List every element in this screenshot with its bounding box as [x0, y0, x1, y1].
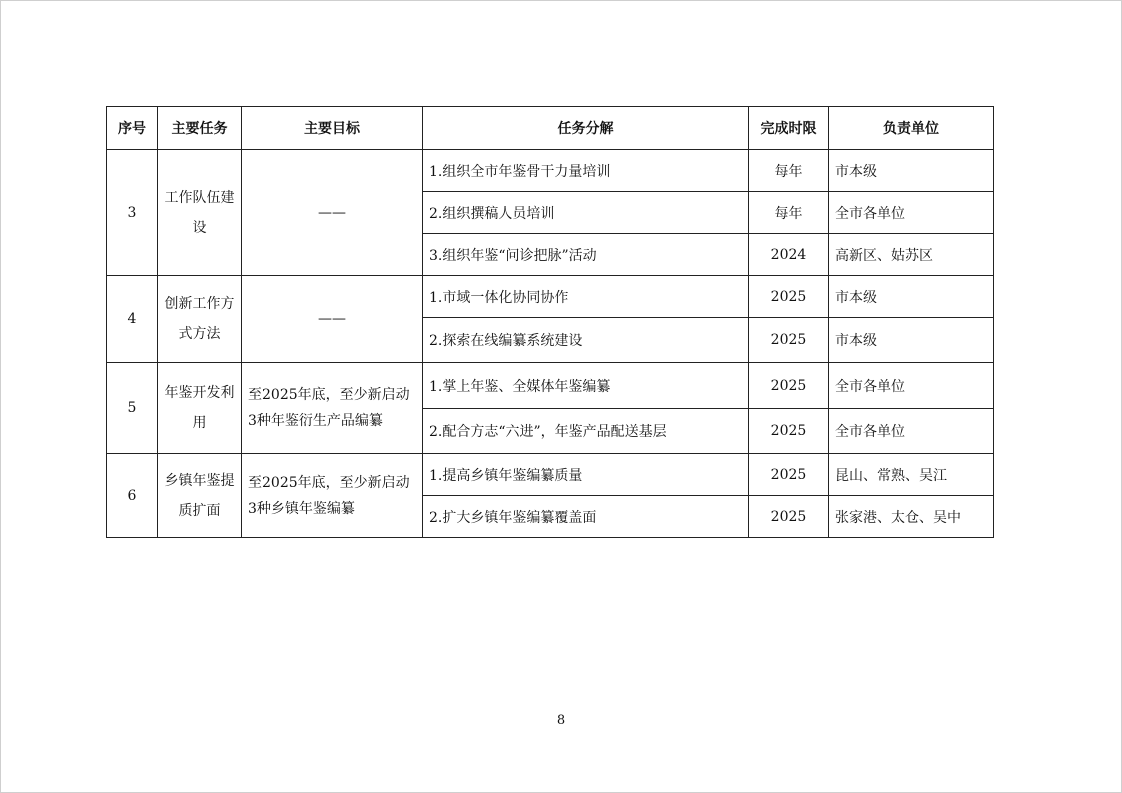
main-task: 乡镇年鉴提质扩面	[158, 454, 242, 538]
responsible-unit: 张家港、太仓、吴中	[829, 496, 994, 538]
deadline: 2025	[749, 496, 829, 538]
task-breakdown: 2.扩大乡镇年鉴编纂覆盖面	[423, 496, 749, 538]
task-table	[106, 106, 994, 538]
header-row	[107, 107, 994, 150]
task-breakdown: 2.探索在线编纂系统建设	[423, 318, 749, 363]
task-breakdown: 2.组织撰稿人员培训	[423, 192, 749, 234]
main-task: 工作队伍建设	[158, 150, 242, 276]
header-deadline: 完成时限	[749, 107, 829, 150]
header-main-goal: 主要目标	[242, 107, 423, 150]
table-row	[107, 454, 994, 496]
deadline: 每年	[749, 192, 829, 234]
page-number: 8	[556, 713, 566, 728]
header-number: 序号	[107, 107, 158, 150]
responsible-unit: 市本级	[829, 276, 994, 318]
responsible-unit: 全市各单位	[829, 409, 994, 454]
row-number: 6	[107, 454, 158, 538]
task-breakdown: 1.市域一体化协同协作	[423, 276, 749, 318]
main-task: 年鉴开发利用	[158, 363, 242, 454]
table-row	[107, 363, 994, 409]
responsible-unit: 市本级	[829, 318, 994, 363]
deadline: 2025	[749, 409, 829, 454]
main-goal: 至2025年底，至少新启动3种年鉴衍生产品编纂	[242, 363, 423, 454]
main-goal: ——	[242, 276, 423, 363]
deadline: 2025	[749, 454, 829, 496]
responsible-unit: 全市各单位	[829, 192, 994, 234]
row-number: 5	[107, 363, 158, 454]
header-responsible-unit: 负责单位	[829, 107, 994, 150]
deadline: 2024	[749, 234, 829, 276]
task-breakdown: 3.组织年鉴“问诊把脉”活动	[423, 234, 749, 276]
responsible-unit: 市本级	[829, 150, 994, 192]
task-breakdown: 1.组织全市年鉴骨干力量培训	[423, 150, 749, 192]
task-breakdown: 1.掌上年鉴、全媒体年鉴编纂	[423, 363, 749, 409]
row-number: 3	[107, 150, 158, 276]
responsible-unit: 昆山、常熟、吴江	[829, 454, 994, 496]
row-number: 4	[107, 276, 158, 363]
table-row	[107, 276, 994, 318]
deadline: 2025	[749, 363, 829, 409]
table-row	[107, 150, 994, 192]
deadline: 每年	[749, 150, 829, 192]
main-goal: 至2025年底，至少新启动3种乡镇年鉴编纂	[242, 454, 423, 538]
main-goal: ——	[242, 150, 423, 276]
responsible-unit: 高新区、姑苏区	[829, 234, 994, 276]
main-task: 创新工作方式方法	[158, 276, 242, 363]
deadline: 2025	[749, 276, 829, 318]
header-main-task: 主要任务	[158, 107, 242, 150]
header-task-breakdown: 任务分解	[423, 107, 749, 150]
task-breakdown: 2.配合方志“六进”，年鉴产品配送基层	[423, 409, 749, 454]
deadline: 2025	[749, 318, 829, 363]
responsible-unit: 全市各单位	[829, 363, 994, 409]
table-header	[107, 107, 994, 150]
task-breakdown: 1.提高乡镇年鉴编纂质量	[423, 454, 749, 496]
table-body	[107, 150, 994, 538]
